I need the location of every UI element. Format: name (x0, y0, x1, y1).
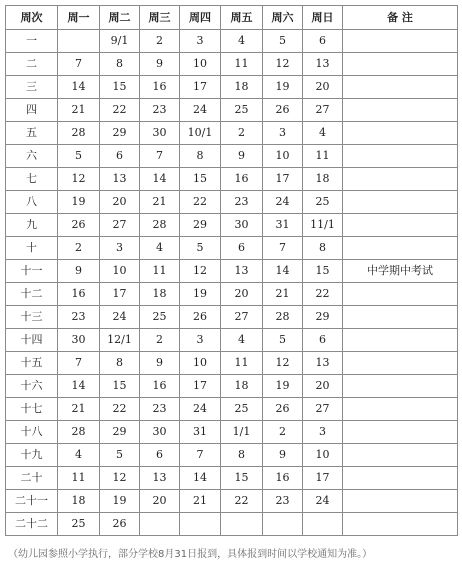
date-cell: 17 (180, 76, 221, 99)
date-cell: 2 (221, 122, 263, 145)
table-row (6, 260, 458, 283)
date-cell: 20 (221, 283, 263, 306)
header-thursday: 周四 (180, 6, 221, 30)
date-cell: 13 (140, 467, 180, 490)
date-cell: 27 (303, 398, 343, 421)
date-cell: 11 (303, 145, 343, 168)
date-cell: 29 (100, 122, 140, 145)
date-cell: 11 (140, 260, 180, 283)
note-cell (343, 375, 458, 398)
week-number-cell: 三 (6, 76, 58, 99)
date-cell: 28 (263, 306, 303, 329)
table-row (6, 191, 458, 214)
note-cell (343, 513, 458, 536)
table-row (6, 237, 458, 260)
week-number-cell: 二十二 (6, 513, 58, 536)
date-cell: 16 (263, 467, 303, 490)
note-cell (343, 99, 458, 122)
date-cell: 29 (100, 421, 140, 444)
date-cell: 12 (263, 352, 303, 375)
date-cell: 30 (58, 329, 100, 352)
table-row (6, 467, 458, 490)
date-cell: 14 (180, 467, 221, 490)
date-cell: 13 (303, 352, 343, 375)
week-number-cell: 十八 (6, 421, 58, 444)
date-cell: 3 (100, 237, 140, 260)
header-monday: 周一 (58, 6, 100, 30)
date-cell: 14 (58, 76, 100, 99)
date-cell: 9 (221, 145, 263, 168)
date-cell (263, 513, 303, 536)
date-cell: 19 (263, 375, 303, 398)
date-cell: 4 (58, 444, 100, 467)
table-row (6, 122, 458, 145)
date-cell: 8 (221, 444, 263, 467)
date-cell: 28 (58, 421, 100, 444)
date-cell: 17 (303, 467, 343, 490)
date-cell: 4 (221, 30, 263, 53)
header-week: 周次 (6, 6, 58, 30)
note-cell (343, 306, 458, 329)
date-cell: 21 (263, 283, 303, 306)
calendar-body (6, 30, 458, 536)
header-wednesday: 周三 (140, 6, 180, 30)
table-row (6, 168, 458, 191)
date-cell: 9 (140, 53, 180, 76)
date-cell: 22 (180, 191, 221, 214)
date-cell: 25 (140, 306, 180, 329)
week-number-cell: 十二 (6, 283, 58, 306)
date-cell: 9/1 (100, 30, 140, 53)
table-row (6, 444, 458, 467)
date-cell: 14 (58, 375, 100, 398)
week-number-cell: 二十一 (6, 490, 58, 513)
date-cell: 21 (58, 99, 100, 122)
date-cell: 22 (303, 283, 343, 306)
date-cell: 15 (303, 260, 343, 283)
date-cell: 20 (303, 375, 343, 398)
week-number-cell: 七 (6, 168, 58, 191)
date-cell: 6 (140, 444, 180, 467)
week-number-cell: 十一 (6, 260, 58, 283)
week-number-cell: 六 (6, 145, 58, 168)
date-cell: 26 (263, 398, 303, 421)
date-cell: 28 (58, 122, 100, 145)
date-cell: 15 (221, 467, 263, 490)
date-cell: 19 (263, 76, 303, 99)
header-row (6, 6, 458, 30)
date-cell: 6 (100, 145, 140, 168)
date-cell: 24 (180, 99, 221, 122)
date-cell (140, 513, 180, 536)
date-cell: 16 (140, 76, 180, 99)
table-row (6, 30, 458, 53)
table-row (6, 421, 458, 444)
date-cell: 6 (221, 237, 263, 260)
date-cell: 27 (100, 214, 140, 237)
note-cell (343, 53, 458, 76)
note-cell: 中学期中考试 (343, 260, 458, 283)
date-cell: 11 (221, 53, 263, 76)
week-number-cell: 十 (6, 237, 58, 260)
date-cell: 2 (140, 329, 180, 352)
date-cell: 5 (180, 237, 221, 260)
date-cell: 13 (221, 260, 263, 283)
date-cell: 16 (140, 375, 180, 398)
date-cell: 18 (140, 283, 180, 306)
date-cell: 14 (263, 260, 303, 283)
date-cell: 22 (100, 99, 140, 122)
week-number-cell: 九 (6, 214, 58, 237)
date-cell: 3 (180, 30, 221, 53)
date-cell: 8 (180, 145, 221, 168)
date-cell: 8 (303, 237, 343, 260)
table-row (6, 398, 458, 421)
date-cell: 23 (140, 398, 180, 421)
date-cell: 27 (221, 306, 263, 329)
note-cell (343, 30, 458, 53)
date-cell: 20 (100, 191, 140, 214)
date-cell: 7 (180, 444, 221, 467)
date-cell: 26 (58, 214, 100, 237)
date-cell: 4 (140, 237, 180, 260)
date-cell: 25 (58, 513, 100, 536)
date-cell: 11 (58, 467, 100, 490)
date-cell (303, 513, 343, 536)
date-cell: 3 (303, 421, 343, 444)
date-cell (221, 513, 263, 536)
date-cell: 10 (100, 260, 140, 283)
note-cell (343, 214, 458, 237)
date-cell: 18 (58, 490, 100, 513)
date-cell: 11/1 (303, 214, 343, 237)
table-row (6, 306, 458, 329)
date-cell: 24 (100, 306, 140, 329)
date-cell: 17 (263, 168, 303, 191)
note-cell (343, 145, 458, 168)
date-cell: 10 (263, 145, 303, 168)
date-cell: 31 (263, 214, 303, 237)
date-cell: 26 (100, 513, 140, 536)
date-cell: 7 (263, 237, 303, 260)
date-cell: 8 (100, 53, 140, 76)
date-cell: 31 (180, 421, 221, 444)
header-saturday: 周六 (263, 6, 303, 30)
week-number-cell: 五 (6, 122, 58, 145)
date-cell: 19 (100, 490, 140, 513)
header-notes: 备 注 (343, 6, 458, 30)
week-number-cell: 十三 (6, 306, 58, 329)
date-cell: 17 (180, 375, 221, 398)
date-cell: 27 (303, 99, 343, 122)
date-cell: 11 (221, 352, 263, 375)
week-number-cell: 十五 (6, 352, 58, 375)
table-row (6, 513, 458, 536)
date-cell: 10 (180, 352, 221, 375)
header-friday: 周五 (221, 6, 263, 30)
date-cell: 9 (140, 352, 180, 375)
date-cell: 14 (140, 168, 180, 191)
date-cell: 17 (100, 283, 140, 306)
date-cell: 2 (140, 30, 180, 53)
week-number-cell: 十七 (6, 398, 58, 421)
week-number-cell: 四 (6, 99, 58, 122)
date-cell: 22 (100, 398, 140, 421)
date-cell: 12 (180, 260, 221, 283)
note-cell (343, 444, 458, 467)
date-cell: 1/1 (221, 421, 263, 444)
header-tuesday: 周二 (100, 6, 140, 30)
date-cell: 5 (263, 30, 303, 53)
note-cell (343, 237, 458, 260)
week-number-cell: 二 (6, 53, 58, 76)
school-calendar-table (5, 5, 458, 536)
date-cell: 26 (263, 99, 303, 122)
date-cell: 7 (58, 352, 100, 375)
date-cell: 7 (58, 53, 100, 76)
date-cell: 24 (180, 398, 221, 421)
table-row (6, 352, 458, 375)
footnote: （幼儿园参照小学执行，部分学校8月31日报到，具体报到时间以学校通知为准。） (8, 549, 373, 560)
table-row (6, 490, 458, 513)
table-row (6, 53, 458, 76)
date-cell: 8 (100, 352, 140, 375)
date-cell: 10/1 (180, 122, 221, 145)
date-cell: 12/1 (100, 329, 140, 352)
date-cell: 30 (221, 214, 263, 237)
date-cell: 30 (140, 421, 180, 444)
date-cell: 22 (221, 490, 263, 513)
date-cell: 23 (221, 191, 263, 214)
date-cell: 4 (303, 122, 343, 145)
date-cell: 30 (140, 122, 180, 145)
table-row (6, 145, 458, 168)
date-cell: 9 (263, 444, 303, 467)
note-cell (343, 76, 458, 99)
date-cell: 29 (303, 306, 343, 329)
week-number-cell: 十六 (6, 375, 58, 398)
date-cell: 24 (303, 490, 343, 513)
note-cell (343, 168, 458, 191)
date-cell: 15 (100, 76, 140, 99)
date-cell: 23 (140, 99, 180, 122)
date-cell: 26 (180, 306, 221, 329)
date-cell: 28 (140, 214, 180, 237)
date-cell: 6 (303, 30, 343, 53)
date-cell: 4 (221, 329, 263, 352)
date-cell: 7 (140, 145, 180, 168)
date-cell: 12 (58, 168, 100, 191)
note-cell (343, 467, 458, 490)
date-cell: 13 (100, 168, 140, 191)
date-cell: 5 (100, 444, 140, 467)
table-row (6, 375, 458, 398)
week-number-cell: 二十 (6, 467, 58, 490)
date-cell: 25 (221, 398, 263, 421)
date-cell: 21 (58, 398, 100, 421)
date-cell: 9 (58, 260, 100, 283)
date-cell: 15 (180, 168, 221, 191)
week-number-cell: 十四 (6, 329, 58, 352)
date-cell: 2 (263, 421, 303, 444)
week-number-cell: 十九 (6, 444, 58, 467)
note-cell (343, 352, 458, 375)
date-cell: 24 (263, 191, 303, 214)
week-number-cell: 八 (6, 191, 58, 214)
note-cell (343, 421, 458, 444)
date-cell: 13 (303, 53, 343, 76)
note-cell (343, 283, 458, 306)
date-cell: 3 (263, 122, 303, 145)
date-cell: 10 (303, 444, 343, 467)
table-row (6, 99, 458, 122)
date-cell (180, 513, 221, 536)
date-cell: 16 (221, 168, 263, 191)
date-cell: 19 (58, 191, 100, 214)
date-cell: 18 (303, 168, 343, 191)
date-cell: 5 (58, 145, 100, 168)
date-cell: 20 (303, 76, 343, 99)
note-cell (343, 398, 458, 421)
date-cell: 23 (263, 490, 303, 513)
date-cell: 12 (100, 467, 140, 490)
date-cell: 29 (180, 214, 221, 237)
table-row (6, 214, 458, 237)
note-cell (343, 329, 458, 352)
date-cell: 3 (180, 329, 221, 352)
date-cell: 2 (58, 237, 100, 260)
date-cell: 25 (221, 99, 263, 122)
date-cell: 21 (140, 191, 180, 214)
date-cell: 19 (180, 283, 221, 306)
date-cell: 21 (180, 490, 221, 513)
header-sunday: 周日 (303, 6, 343, 30)
date-cell: 18 (221, 375, 263, 398)
date-cell (58, 30, 100, 53)
note-cell (343, 490, 458, 513)
date-cell: 6 (303, 329, 343, 352)
date-cell: 18 (221, 76, 263, 99)
note-cell (343, 122, 458, 145)
date-cell: 25 (303, 191, 343, 214)
week-number-cell: 一 (6, 30, 58, 53)
date-cell: 20 (140, 490, 180, 513)
date-cell: 15 (100, 375, 140, 398)
date-cell: 12 (263, 53, 303, 76)
table-row (6, 283, 458, 306)
date-cell: 16 (58, 283, 100, 306)
date-cell: 5 (263, 329, 303, 352)
date-cell: 23 (58, 306, 100, 329)
note-cell (343, 191, 458, 214)
table-row (6, 329, 458, 352)
date-cell: 10 (180, 53, 221, 76)
table-row (6, 76, 458, 99)
